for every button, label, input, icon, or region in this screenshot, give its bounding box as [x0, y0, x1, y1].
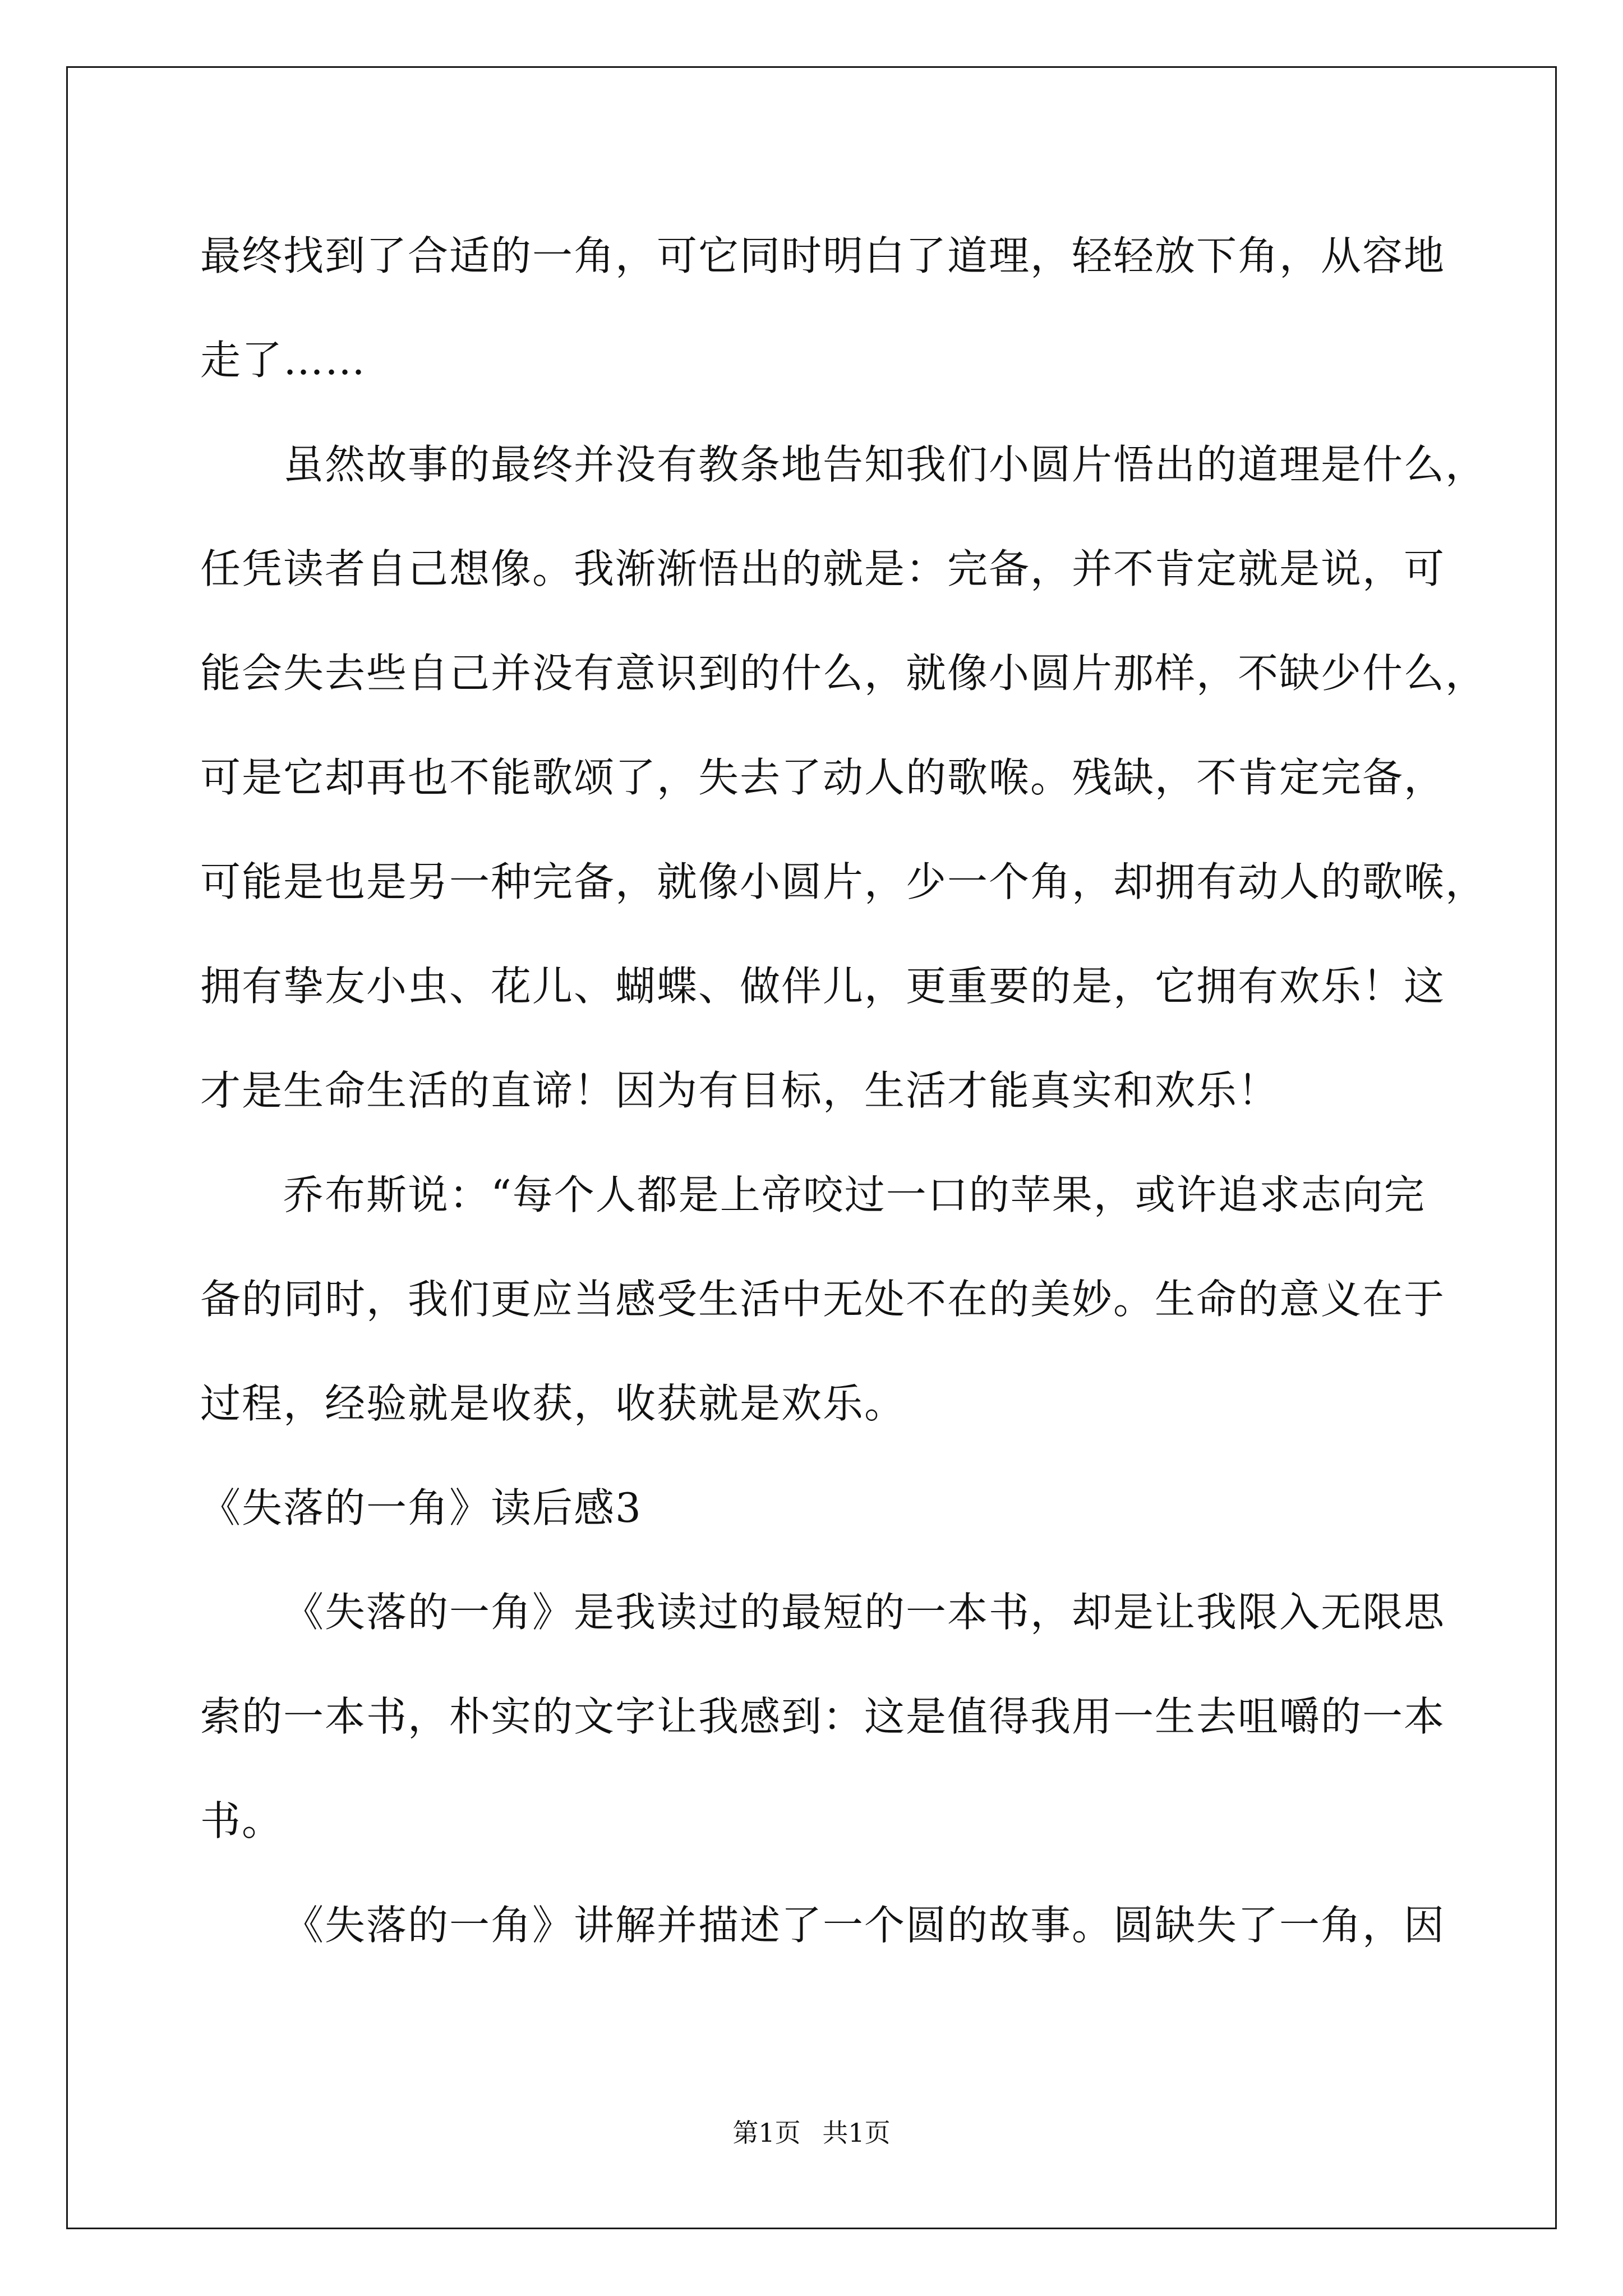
document-body [200, 204, 1487, 1977]
text-line: 能会失去些自己并没有意识到的什么，就像小圆片那样，不缺少什么， [200, 650, 1487, 697]
text-line: 可是它却再也不能歌颂了，失去了动人的歌喉。残缺，不肯定完备， [200, 754, 1446, 801]
text-line: 拥有挚友小虫、花儿、蝴蝶、做伴儿，更重要的是，它拥有欢乐！这 [200, 963, 1446, 1010]
text-line: 索的一本书，朴实的文字让我感到：这是值得我用一生去咀嚼的一本 [200, 1693, 1446, 1740]
page-number: 第1页 [732, 2118, 801, 2148]
text-line: 才是生命生活的直谛！因为有目标，生活才能真实和欢乐！ [200, 1067, 1280, 1114]
text-line: 可能是也是另一种完备，就像小圆片，少一个角，却拥有动人的歌喉， [200, 858, 1487, 905]
paragraph-start: 《失落的一角》讲解并描述了一个圆的故事。圆缺失了一角，因 [283, 1902, 1446, 1949]
text-line: 走了…… [200, 337, 367, 384]
paragraph-start: 《失落的一角》是我读过的最短的一本书，却是让我限入无限思 [283, 1589, 1446, 1636]
page-total: 共1页 [822, 2118, 891, 2148]
text-line: 任凭读者自己想像。我渐渐悟出的就是：完备，并不肯定就是说，可 [200, 545, 1446, 592]
text-line: 过程，经验就是收获，收获就是欢乐。 [200, 1380, 906, 1427]
paragraph-start: 虽然故事的最终并没有教条地告知我们小圆片悟出的道理是什么， [283, 441, 1487, 488]
section-heading: 《失落的一角》读后感3 [200, 1484, 642, 1531]
paragraph-start: 乔布斯说：“每个人都是上帝咬过一口的苹果，或许追求志向完 [283, 1171, 1426, 1218]
page-footer [0, 2116, 1623, 2150]
text-line: 备的同时，我们更应当感受生活中无处不在的美妙。生命的意义在于 [200, 1276, 1446, 1323]
text-line: 最终找到了合适的一角，可它同时明白了道理，轻轻放下角，从容地 [200, 232, 1446, 279]
text-line: 书。 [200, 1797, 284, 1844]
